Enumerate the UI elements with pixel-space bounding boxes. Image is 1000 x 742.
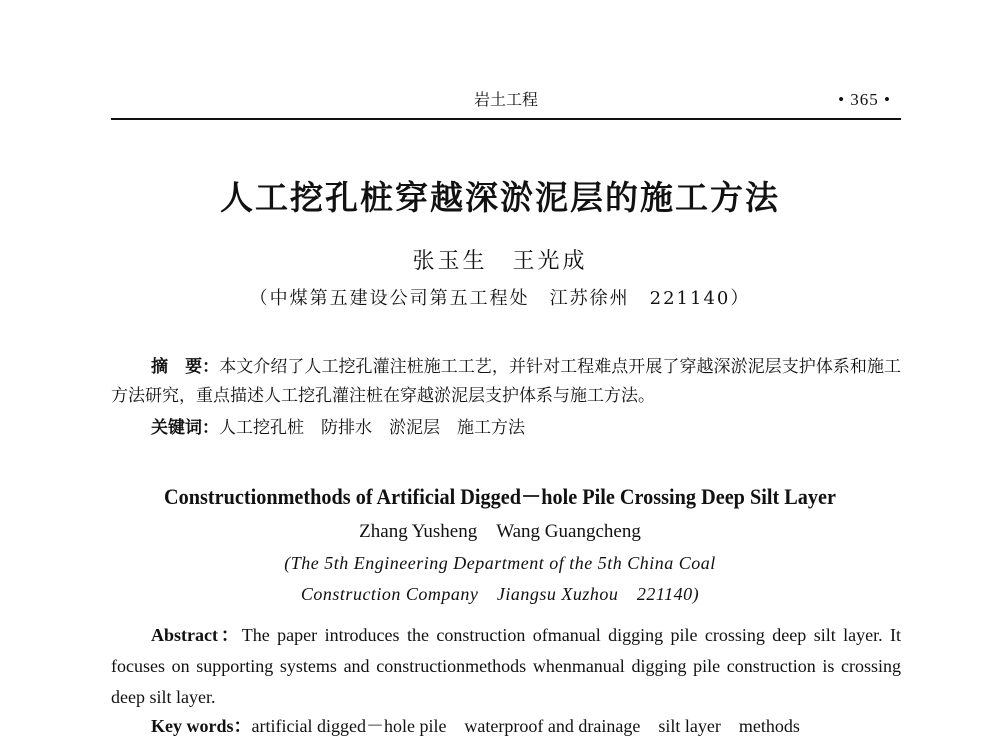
affiliation-en-line-2: Construction Company Jiangsu Xuzhou 221140) [300, 584, 700, 604]
abstract-en-text: The paper introduces the construction ofmanual digging pile crossing deep silt layer. It focuses on supporting systems and constructionmethods whenmanual digging pile construction is crossing deep silt layer. [111, 625, 901, 707]
page-number: • 365 • [838, 90, 891, 109]
abstract-cn [111, 353, 901, 411]
keywords-cn [111, 414, 941, 443]
affiliation-cn: （中煤第五建设公司第五工程处 江苏徐州 221140） [249, 288, 751, 309]
keywords-cn-text: 人工挖孔桩 防排水 淤泥层 施工方法 [219, 418, 525, 438]
header-rule [111, 118, 901, 120]
keywords-en-label: Key words： [151, 716, 252, 736]
abstract-cn-label: 摘 要： [151, 357, 220, 377]
running-header [111, 88, 901, 120]
abstract-en-label: Abstract： [151, 625, 242, 645]
authors-cn: 张玉生 王光成 [412, 249, 588, 274]
article-title-en: Constructionmethods of Artificial Digged－hole Pile Crossing Deep Silt Layer [163, 484, 837, 509]
keywords-cn-label: 关键词： [151, 418, 219, 438]
keywords-en-text: artificial digged－hole pile waterproof and drainage silt layer methods [251, 716, 800, 736]
abstract-en [111, 620, 901, 713]
running-head-title: 岩土工程 [473, 90, 538, 109]
authors-en: Zhang Yusheng Wang Guangcheng [359, 521, 641, 542]
keywords-en [111, 711, 941, 742]
abstract-cn-text: 本文介绍了人工挖孔灌注桩施工工艺，并针对工程难点开展了穿越深淤泥层支护体系和施工方法研究，重点描述人工挖孔灌注桩在穿越淤泥层支护体系与施工方法。 [111, 357, 901, 406]
affiliation-en-line-1: (The 5th Engineering Department of the 5th China Coal [284, 553, 716, 573]
article-title-cn: 人工挖孔桩穿越深淤泥层的施工方法 [220, 178, 780, 217]
